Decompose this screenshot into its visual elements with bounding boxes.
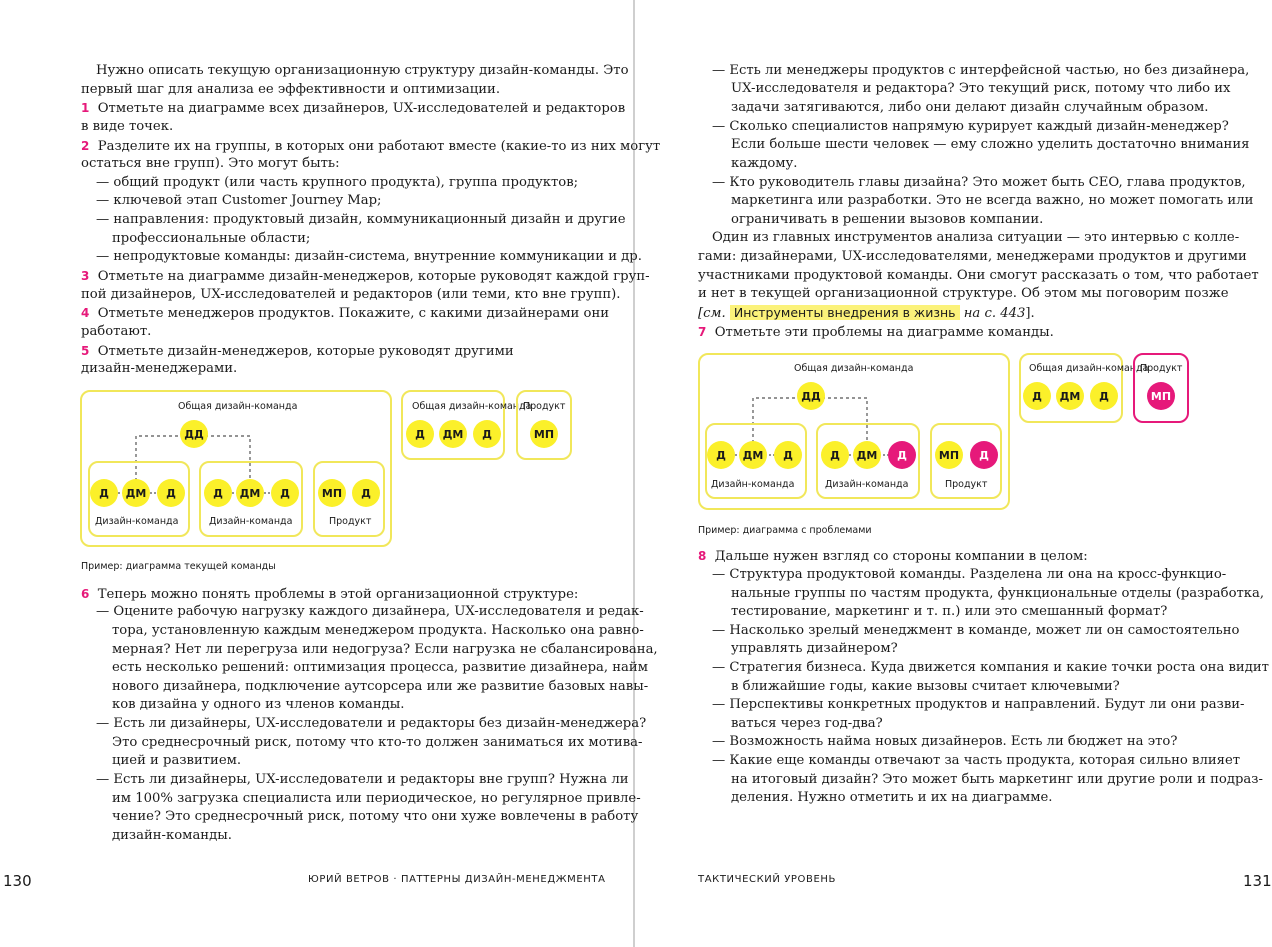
text-line: есть несколько решений: оптимизация процесса, развитие дизайнера, найм (112, 660, 648, 675)
design-team-label: Дизайн-команда (95, 516, 179, 527)
text-line: тестирование, маркетинг и т. п.) или это смешанный формат? (731, 604, 1168, 619)
text-line: чение? Это среднесрочный риск, потому что они хуже вовлечены в работу (112, 809, 639, 824)
dash-item: — Какие еще команды отвечают за часть продукта, которая сильно влияет (712, 753, 1241, 768)
designer-dot: Д (90, 479, 118, 507)
design-manager-dot: ДМ (1056, 382, 1084, 410)
text-line: цией и развитием. (112, 753, 242, 768)
product-label: Продукт (329, 516, 372, 527)
cross-reference-link[interactable]: Инструменты внедрения в жизнь (730, 305, 960, 320)
text-line: управлять дизайнером? (731, 641, 898, 656)
text-line: и нет в текущей организационной структуре. Об этом мы поговорим позже (698, 286, 1229, 301)
text-line: ограничивать в решении вызовов компании. (731, 212, 1044, 227)
dash-item: — Сколько специалистов напрямую курирует каждый дизайн-менеджер? (712, 119, 1229, 134)
text-line: в ближайшие годы, какие вызовы считает ключевыми? (731, 679, 1120, 694)
text-line: дизайн-команды. (112, 828, 232, 843)
designer-dot: Д (707, 441, 735, 469)
text-line: профессиональные области; (112, 231, 311, 246)
text-line: задачи затягиваются, либо они делают дизайн случайным образом. (731, 100, 1209, 115)
list-item-6: 6 Теперь можно понять проблемы в этой организационной структуре: (81, 587, 579, 602)
design-director-dot: ДД (797, 382, 825, 410)
designer-dot: Д (821, 441, 849, 469)
list-number: 8 (698, 549, 707, 563)
general-team-label: Общая дизайн-команда (178, 401, 298, 412)
list-item-4: 4 Отметьте менеджеров продуктов. Покажите, с какими дизайнерами они (81, 306, 610, 321)
text-line: каждому. (731, 156, 798, 171)
general-team-label: Общая дизайн-команда (794, 363, 914, 374)
running-footer: ТАКТИЧЕСКИЙ УРОВЕНЬ (698, 874, 836, 885)
dash-item: — Кто руководитель главы дизайна? Это может быть CEO, глава продуктов, (712, 175, 1246, 190)
list-number: 4 (81, 306, 90, 320)
designer-dot: Д (157, 479, 185, 507)
dash-item: — Оцените рабочую нагрузку каждого дизайнера, UX-исследователя и редак- (96, 604, 644, 619)
text-line: участниками продуктовой команды. Они смогут рассказать о том, что работает (698, 268, 1259, 283)
list-number: 6 (81, 587, 90, 601)
text-line: гами: дизайнерами, UX-исследователями, менеджерами продуктов и другими (698, 249, 1247, 264)
design-team-label: Дизайн-команда (825, 479, 909, 490)
dash-item: — направления: продуктовый дизайн, коммуникационный дизайн и другие (96, 212, 626, 227)
designer-dot: Д (473, 420, 501, 448)
general-team-label: Общая дизайн-команда (1029, 363, 1149, 374)
dash-item: — Есть ли дизайнеры, UX-исследователи и редакторы вне групп? Нужна ли (96, 772, 629, 787)
product-manager-dot: МП (530, 420, 558, 448)
text-line: на итоговый дизайн? Это может быть маркетинг или другие роли и подраз- (731, 772, 1263, 787)
dash-item: — Стратегия бизнеса. Куда движется компания и какие точки роста она видит (712, 660, 1269, 675)
designer-dot: Д (352, 479, 380, 507)
list-item-1: 1 Отметьте на диаграмме всех дизайнеров, UX-исследователей и редакторов (81, 101, 626, 116)
general-team-label: Общая дизайн-команда (412, 401, 532, 412)
page-right (636, 0, 1272, 947)
designer-dot: Д (774, 441, 802, 469)
design-director-dot: ДД (180, 420, 208, 448)
list-item-5: 5 Отметьте дизайн-менеджеров, которые руководят другими (81, 344, 514, 359)
designer-dot: Д (1090, 382, 1118, 410)
design-team-label: Дизайн-команда (711, 479, 795, 490)
text-line: Это среднесрочный риск, потому что кто-то должен заниматься их мотива- (112, 735, 643, 750)
dash-item: — Перспективы конкретных продуктов и направлений. Будут ли они разви- (712, 697, 1245, 712)
product-label: Продукт (523, 401, 566, 412)
designer-dot: Д (1023, 382, 1051, 410)
text-line: мерная? Нет ли перегруза или недогруза? Если нагрузка не сбалансирована, (112, 642, 658, 657)
text-line: в виде точек. (81, 119, 174, 134)
text-line: нальные группы по частям продукта, функциональные отделы (разработка, (731, 586, 1265, 601)
text-line: пой дизайнеров, UX-исследователей и редакторов (или теми, кто вне групп). (81, 287, 621, 302)
design-manager-dot: ДМ (853, 441, 881, 469)
running-footer: ЮРИЙ ВЕТРОВ · ПАТТЕРНЫ ДИЗАЙН-МЕНЕДЖМЕНТА (308, 874, 606, 885)
designer-dot: Д (271, 479, 299, 507)
design-manager-dot: ДМ (439, 420, 467, 448)
figure-caption: Пример: диаграмма текущей команды (81, 561, 276, 572)
list-number: 3 (81, 269, 90, 283)
text-line: дизайн-менеджерами. (81, 361, 238, 376)
dash-item: — Есть ли менеджеры продуктов с интерфейсной частью, но без дизайнера, (712, 63, 1250, 78)
text-line: остаться вне групп). Это могут быть: (81, 156, 340, 171)
dash-item: — Структура продуктовой команды. Разделена ли она на кросс-функцио- (712, 567, 1227, 582)
text-line: тора, установленную каждым менеджером продукта. Насколько она равно- (112, 623, 644, 638)
dash-item: — общий продукт (или часть крупного продукта), группа продуктов; (96, 175, 579, 190)
dash-item: — непродуктовые команды: дизайн-система, внутренние коммуникации и др. (96, 249, 642, 264)
dash-item: — Возможность найма новых дизайнеров. Есть ли бюджет на это? (712, 734, 1178, 749)
designer-dot: Д (406, 420, 434, 448)
text-line: Нужно описать текущую организационную структуру дизайн-команды. Это (96, 63, 629, 78)
list-number: 1 (81, 101, 90, 115)
text-line: им 100% загрузка специалиста или периодическое, но регулярное привле- (112, 791, 641, 806)
text-line: первый шаг для анализа ее эффективности и оптимизации. (81, 82, 501, 97)
list-item-2: 2 Разделите их на группы, в которых они работают вместе (какие-то из них могут (81, 139, 661, 154)
list-item-8: 8 Дальше нужен взгляд со стороны компании в целом: (698, 549, 1088, 564)
design-manager-dot: ДМ (739, 441, 767, 469)
list-item-7: 7 Отметьте эти проблемы на диаграмме команды. (698, 325, 1054, 340)
designer-dot: Д (204, 479, 232, 507)
dash-item: — Есть ли дизайнеры, UX-исследователи и редакторы без дизайн-менеджера? (96, 716, 647, 731)
product-manager-dot: МП (318, 479, 346, 507)
text-line: ваться через год-два? (731, 716, 883, 731)
text-line: работают. (81, 324, 152, 339)
text-line: ков дизайна у одного из членов команды. (112, 697, 405, 712)
text-line: Если больше шести человек — ему сложно уделить достаточно внимания (731, 137, 1250, 152)
cross-reference-line: [см. Инструменты внедрения в жизнь на с. 443]. (698, 305, 1035, 321)
figure-caption: Пример: диаграмма с проблемами (698, 525, 872, 536)
text-line: нового дизайнера, подключение аутсорсера или же развитие базовых навы- (112, 679, 649, 694)
product-manager-dot-problem: МП (1147, 382, 1175, 410)
text-line: Один из главных инструментов анализа ситуации — это интервью с колле- (712, 230, 1240, 245)
page-number: 130 (3, 872, 32, 890)
dash-item: — Насколько зрелый менеджмент в команде, может ли он самостоятельно (712, 623, 1240, 638)
product-label: Продукт (945, 479, 988, 490)
product-manager-dot: МП (935, 441, 963, 469)
product-label: Продукт (1140, 363, 1183, 374)
text-line: маркетинга или разработки. Это не всегда важно, но может помогать или (731, 193, 1254, 208)
designer-dot-problem: Д (888, 441, 916, 469)
dash-item: — ключевой этап Customer Journey Map; (96, 193, 382, 208)
list-number: 5 (81, 344, 90, 358)
list-item-3: 3 Отметьте на диаграмме дизайн-менеджеров, которые руководят каждой груп- (81, 269, 650, 284)
design-manager-dot: ДМ (122, 479, 150, 507)
text-line: UX-исследователя и редактора? Это текущий риск, потому что либо их (731, 81, 1231, 96)
text-line: деления. Нужно отметить и их на диаграмме. (731, 790, 1053, 805)
design-team-label: Дизайн-команда (209, 516, 293, 527)
page-number: 131 (1243, 872, 1272, 890)
designer-dot-problem: Д (970, 441, 998, 469)
design-manager-dot: ДМ (236, 479, 264, 507)
list-number: 7 (698, 325, 707, 339)
list-number: 2 (81, 139, 90, 153)
